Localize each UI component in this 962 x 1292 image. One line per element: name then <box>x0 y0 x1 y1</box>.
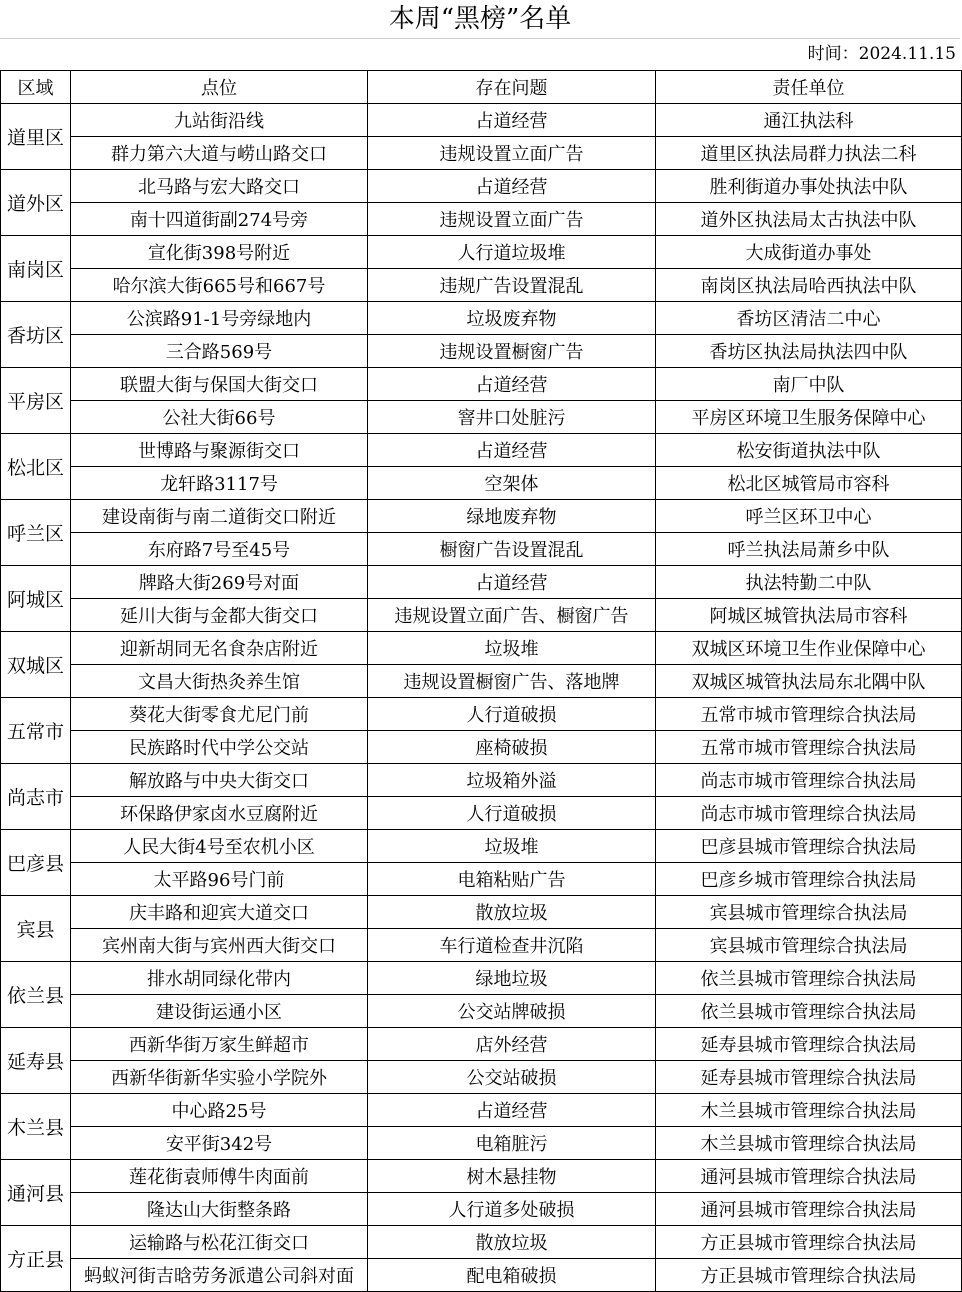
district-cell: 阿城区 <box>1 566 71 632</box>
district-cell: 依兰县 <box>1 962 71 1028</box>
problem-cell: 占道经营 <box>368 104 656 137</box>
table-row <box>1 797 962 830</box>
problem-cell: 违规设置立面广告 <box>368 137 656 170</box>
table-row <box>1 500 962 533</box>
table-row <box>1 962 962 995</box>
problem-cell: 占道经营 <box>368 1094 656 1127</box>
problem-cell: 违规设置立面广告 <box>368 203 656 236</box>
table-row <box>1 830 962 863</box>
unit-cell: 宾县城市管理综合执法局 <box>656 896 962 929</box>
problem-cell: 电箱脏污 <box>368 1127 656 1160</box>
header-row <box>1 71 962 104</box>
problem-cell: 空架体 <box>368 467 656 500</box>
location-cell: 文昌大街热灸养生馆 <box>71 665 368 698</box>
table-row <box>1 1127 962 1160</box>
location-cell: 世博路与聚源街交口 <box>71 434 368 467</box>
problem-cell: 绿地废弃物 <box>368 500 656 533</box>
unit-cell: 平房区环境卫生服务保障中心 <box>656 401 962 434</box>
unit-cell: 呼兰区环卫中心 <box>656 500 962 533</box>
problem-cell: 绿地垃圾 <box>368 962 656 995</box>
location-cell: 东府路7号至45号 <box>71 533 368 566</box>
problem-cell: 电箱粘贴广告 <box>368 863 656 896</box>
district-cell: 巴彦县 <box>1 830 71 896</box>
location-cell: 中心路25号 <box>71 1094 368 1127</box>
table-row <box>1 995 962 1028</box>
unit-cell: 双城区环境卫生作业保障中心 <box>656 632 962 665</box>
location-cell: 公滨路91-1号旁绿地内 <box>71 302 368 335</box>
district-cell: 南岗区 <box>1 236 71 302</box>
table-row <box>1 698 962 731</box>
district-cell: 木兰县 <box>1 1094 71 1160</box>
location-cell: 九站街沿线 <box>71 104 368 137</box>
location-cell: 龙轩路3117号 <box>71 467 368 500</box>
location-cell: 公社大街66号 <box>71 401 368 434</box>
problem-cell: 垃圾废弃物 <box>368 302 656 335</box>
page-title: 本周“黑榜”名单 <box>0 0 960 39</box>
unit-cell: 呼兰执法局萧乡中队 <box>656 533 962 566</box>
problem-cell: 占道经营 <box>368 434 656 467</box>
table-row <box>1 599 962 632</box>
location-cell: 宾州南大街与宾州西大街交口 <box>71 929 368 962</box>
unit-cell: 方正县城市管理综合执法局 <box>656 1259 962 1292</box>
problem-cell: 违规设置橱窗广告、落地牌 <box>368 665 656 698</box>
header-problem: 存在问题 <box>368 71 656 104</box>
district-cell: 香坊区 <box>1 302 71 368</box>
location-cell: 隆达山大街整条路 <box>71 1193 368 1226</box>
district-cell: 延寿县 <box>1 1028 71 1094</box>
location-cell: 民族路时代中学公交站 <box>71 731 368 764</box>
location-cell: 建设南街与南二道街交口附近 <box>71 500 368 533</box>
problem-cell: 配电箱破损 <box>368 1259 656 1292</box>
district-cell: 宾县 <box>1 896 71 962</box>
location-cell: 延川大街与金都大街交口 <box>71 599 368 632</box>
unit-cell: 执法特勤二中队 <box>656 566 962 599</box>
location-cell: 运输路与松花江街交口 <box>71 1226 368 1259</box>
location-cell: 解放路与中央大街交口 <box>71 764 368 797</box>
location-cell: 人民大街4号至农机小区 <box>71 830 368 863</box>
location-cell: 蚂蚁河街吉晗劳务派遣公司斜对面 <box>71 1259 368 1292</box>
problem-cell: 人行道破损 <box>368 698 656 731</box>
district-cell: 尚志市 <box>1 764 71 830</box>
district-cell: 方正县 <box>1 1226 71 1292</box>
unit-cell: 双城区城管执法局东北隅中队 <box>656 665 962 698</box>
table-row <box>1 236 962 269</box>
table-row <box>1 632 962 665</box>
unit-cell: 依兰县城市管理综合执法局 <box>656 962 962 995</box>
date-value: 2024.11.15 <box>858 44 956 64</box>
unit-cell: 延寿县城市管理综合执法局 <box>656 1028 962 1061</box>
header-unit: 责任单位 <box>656 71 962 104</box>
location-cell: 环保路伊家卤水豆腐附近 <box>71 797 368 830</box>
table-row <box>1 104 962 137</box>
table-row <box>1 566 962 599</box>
district-cell: 双城区 <box>1 632 71 698</box>
problem-cell: 橱窗广告设置混乱 <box>368 533 656 566</box>
location-cell: 莲花街袁师傅牛肉面前 <box>71 1160 368 1193</box>
table-row <box>1 269 962 302</box>
table-row <box>1 1193 962 1226</box>
table-row <box>1 203 962 236</box>
problem-cell: 公交站破损 <box>368 1061 656 1094</box>
problem-cell: 垃圾堆 <box>368 830 656 863</box>
table-row <box>1 302 962 335</box>
location-cell: 庆丰路和迎宾大道交口 <box>71 896 368 929</box>
unit-cell: 五常市城市管理综合执法局 <box>656 731 962 764</box>
unit-cell: 方正县城市管理综合执法局 <box>656 1226 962 1259</box>
location-cell: 安平街342号 <box>71 1127 368 1160</box>
table-row <box>1 863 962 896</box>
problem-cell: 垃圾箱外溢 <box>368 764 656 797</box>
district-cell: 松北区 <box>1 434 71 500</box>
table-row <box>1 1160 962 1193</box>
unit-cell: 胜利街道办事处执法中队 <box>656 170 962 203</box>
table-row <box>1 1061 962 1094</box>
location-cell: 迎新胡同无名食杂店附近 <box>71 632 368 665</box>
blacklist-table <box>0 70 962 1292</box>
unit-cell: 通河县城市管理综合执法局 <box>656 1160 962 1193</box>
unit-cell: 通河县城市管理综合执法局 <box>656 1193 962 1226</box>
problem-cell: 违规广告设置混乱 <box>368 269 656 302</box>
date-label: 时间： <box>807 44 859 64</box>
unit-cell: 道里区执法局群力执法二科 <box>656 137 962 170</box>
table-row <box>1 731 962 764</box>
unit-cell: 延寿县城市管理综合执法局 <box>656 1061 962 1094</box>
problem-cell: 违规设置橱窗广告 <box>368 335 656 368</box>
problem-cell: 散放垃圾 <box>368 1226 656 1259</box>
header-location: 点位 <box>71 71 368 104</box>
table-row <box>1 1028 962 1061</box>
problem-cell: 店外经营 <box>368 1028 656 1061</box>
location-cell: 牌路大街269号对面 <box>71 566 368 599</box>
unit-cell: 阿城区城管执法局市容科 <box>656 599 962 632</box>
table-row <box>1 929 962 962</box>
problem-cell: 占道经营 <box>368 566 656 599</box>
table-body <box>1 104 962 1292</box>
location-cell: 哈尔滨大街665号和667号 <box>71 269 368 302</box>
problem-cell: 公交站牌破损 <box>368 995 656 1028</box>
problem-cell: 垃圾堆 <box>368 632 656 665</box>
district-cell: 道外区 <box>1 170 71 236</box>
unit-cell: 大成街道办事处 <box>656 236 962 269</box>
table-row <box>1 368 962 401</box>
problem-cell: 车行道检查井沉陷 <box>368 929 656 962</box>
district-cell: 五常市 <box>1 698 71 764</box>
location-cell: 南十四道街副274号旁 <box>71 203 368 236</box>
unit-cell: 香坊区清洁二中心 <box>656 302 962 335</box>
unit-cell: 尚志市城市管理综合执法局 <box>656 764 962 797</box>
location-cell: 太平路96号门前 <box>71 863 368 896</box>
table-row <box>1 665 962 698</box>
date-line <box>0 39 960 70</box>
unit-cell: 宾县城市管理综合执法局 <box>656 929 962 962</box>
table-row <box>1 533 962 566</box>
location-cell: 建设街运通小区 <box>71 995 368 1028</box>
district-cell: 通河县 <box>1 1160 71 1226</box>
unit-cell: 松安街道执法中队 <box>656 434 962 467</box>
table-row <box>1 467 962 500</box>
table-row <box>1 1094 962 1127</box>
table-row <box>1 896 962 929</box>
unit-cell: 道外区执法局太古执法中队 <box>656 203 962 236</box>
problem-cell: 窨井口处脏污 <box>368 401 656 434</box>
district-cell: 道里区 <box>1 104 71 170</box>
unit-cell: 木兰县城市管理综合执法局 <box>656 1094 962 1127</box>
problem-cell: 违规设置立面广告、橱窗广告 <box>368 599 656 632</box>
location-cell: 葵花大街零食尤尼门前 <box>71 698 368 731</box>
location-cell: 宣化街398号附近 <box>71 236 368 269</box>
unit-cell: 木兰县城市管理综合执法局 <box>656 1127 962 1160</box>
table-row <box>1 434 962 467</box>
unit-cell: 五常市城市管理综合执法局 <box>656 698 962 731</box>
problem-cell: 占道经营 <box>368 170 656 203</box>
problem-cell: 树木悬挂物 <box>368 1160 656 1193</box>
district-cell: 平房区 <box>1 368 71 434</box>
table-row <box>1 1259 962 1292</box>
unit-cell: 松北区城管局市容科 <box>656 467 962 500</box>
problem-cell: 座椅破损 <box>368 731 656 764</box>
unit-cell: 巴彦乡城市管理综合执法局 <box>656 863 962 896</box>
unit-cell: 香坊区执法局执法四中队 <box>656 335 962 368</box>
unit-cell: 尚志市城市管理综合执法局 <box>656 797 962 830</box>
unit-cell: 巴彦县城市管理综合执法局 <box>656 830 962 863</box>
unit-cell: 南岗区执法局哈西执法中队 <box>656 269 962 302</box>
unit-cell: 依兰县城市管理综合执法局 <box>656 995 962 1028</box>
table-row <box>1 170 962 203</box>
unit-cell: 通江执法科 <box>656 104 962 137</box>
location-cell: 排水胡同绿化带内 <box>71 962 368 995</box>
table-row <box>1 1226 962 1259</box>
location-cell: 三合路569号 <box>71 335 368 368</box>
problem-cell: 人行道多处破损 <box>368 1193 656 1226</box>
table-row <box>1 137 962 170</box>
problem-cell: 散放垃圾 <box>368 896 656 929</box>
location-cell: 西新华街万家生鲜超市 <box>71 1028 368 1061</box>
problem-cell: 占道经营 <box>368 368 656 401</box>
table-row <box>1 401 962 434</box>
unit-cell: 南厂中队 <box>656 368 962 401</box>
location-cell: 群力第六大道与崂山路交口 <box>71 137 368 170</box>
location-cell: 西新华街新华实验小学院外 <box>71 1061 368 1094</box>
table-row <box>1 335 962 368</box>
header-district: 区域 <box>1 71 71 104</box>
problem-cell: 人行道垃圾堆 <box>368 236 656 269</box>
location-cell: 联盟大街与保国大街交口 <box>71 368 368 401</box>
table-row <box>1 764 962 797</box>
location-cell: 北马路与宏大路交口 <box>71 170 368 203</box>
problem-cell: 人行道破损 <box>368 797 656 830</box>
district-cell: 呼兰区 <box>1 500 71 566</box>
